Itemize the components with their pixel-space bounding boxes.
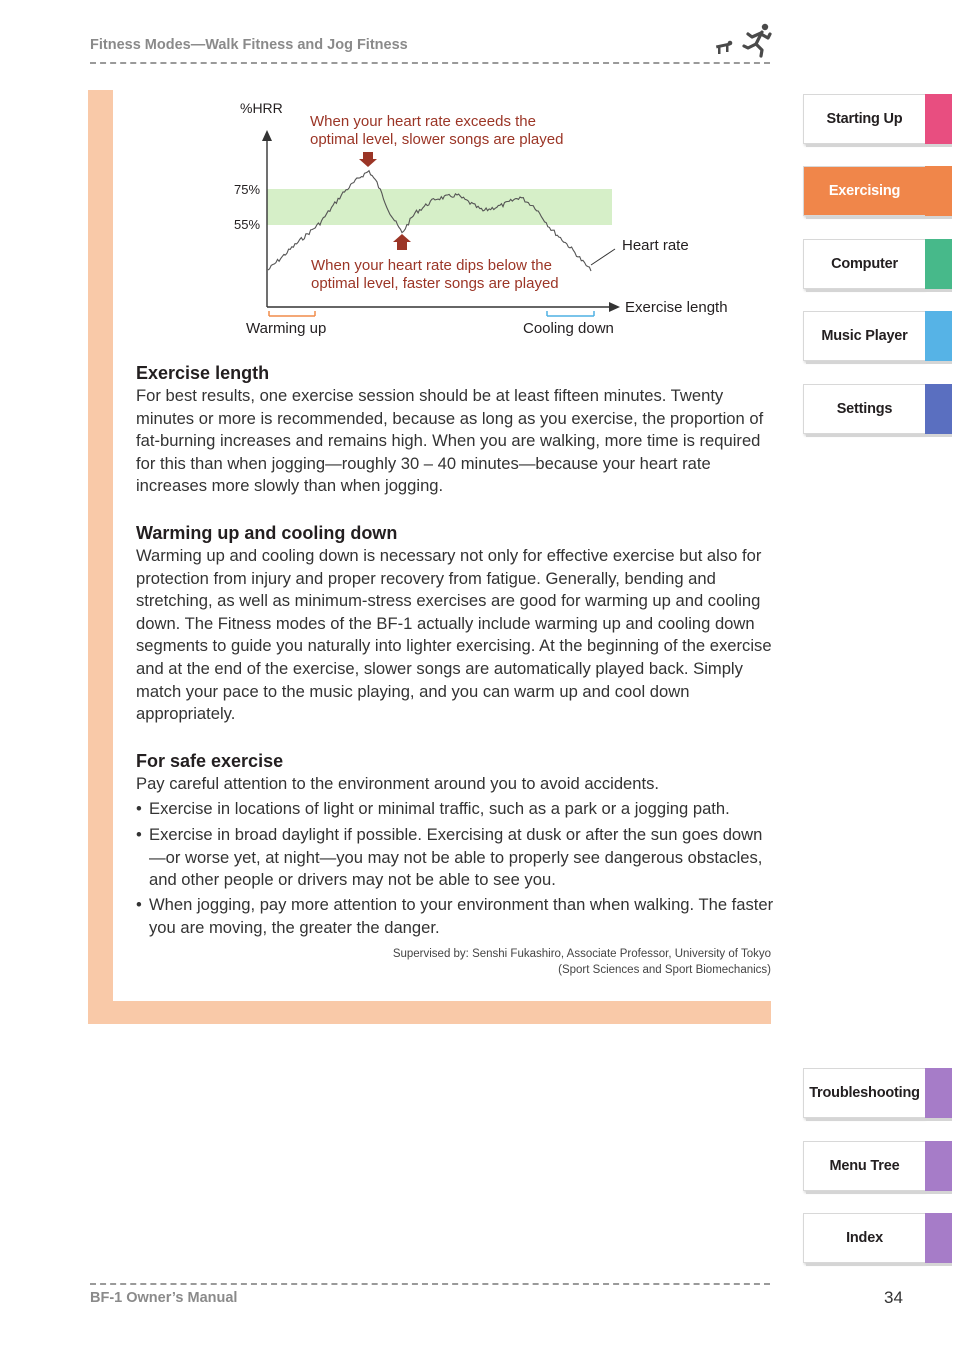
tab-label: Computer (803, 239, 925, 289)
bullet-item: • Exercise in locations of light or minimal traffic, such as a park or a jogging path. (136, 798, 776, 821)
section-title-safe-exercise: For safe exercise (136, 751, 284, 771)
heart-rate-leader (591, 249, 615, 265)
walk-jog-icon (712, 20, 774, 58)
y-axis-label: %HRR (240, 100, 283, 116)
footer-divider (90, 1283, 770, 1285)
tab-color-block (925, 1213, 952, 1263)
svg-text:optimal level, faster songs ar: optimal level, faster songs are played (311, 275, 559, 292)
y-axis-arrow (262, 130, 272, 141)
y-tick-label: 75% (234, 182, 261, 197)
tab-label: Index (803, 1213, 925, 1263)
credit-note (393, 946, 771, 978)
svg-text:optimal level, slower songs ar: optimal level, slower songs are played (310, 131, 564, 148)
tab-starting-up[interactable] (803, 94, 952, 146)
bullet-item: • Exercise in broad daylight if possible. Exercising at dusk or after the sun goes down—or worse yet, at night—you may not be able to properly see dangerous obstacles, and other people or drivers may not be able to see you. (136, 824, 776, 892)
section-title-warming-up: Warming up and cooling down (136, 523, 398, 543)
tab-color-block (925, 1068, 952, 1118)
svg-text:When your heart rate exceeds t: When your heart rate exceeds the (310, 113, 536, 130)
tab-color-block (925, 239, 952, 289)
page-number: 34 (884, 1288, 903, 1307)
svg-text:When your heart rate dips belo: When your heart rate dips below the (311, 257, 552, 274)
series-label: Heart rate (622, 237, 689, 254)
warming-up-label: Warming up (246, 320, 327, 337)
tab-troubleshooting[interactable] (803, 1068, 952, 1120)
tab-color-block (925, 166, 952, 216)
tab-label: Settings (803, 384, 925, 434)
page-header-title: Fitness Modes—Walk Fitness and Jog Fitness (90, 37, 408, 53)
tab-menu-tree[interactable] (803, 1141, 952, 1193)
tab-label: Music Player (803, 311, 925, 361)
tab-color-block (925, 311, 952, 361)
cooling-down-label: Cooling down (523, 320, 614, 337)
tab-index[interactable] (803, 1213, 952, 1265)
credit-line: (Sport Sciences and Sport Biomechanics) (558, 964, 771, 976)
heart-rate-chart (225, 95, 755, 345)
credit-line: Supervised by: Senshi Fukashiro, Associate Professor, University of Tokyo (392, 948, 771, 960)
tab-music-player[interactable] (803, 311, 952, 363)
tab-color-block (925, 384, 952, 434)
paragraph-safe-exercise: Pay careful attention to the environment around you to avoid accidents. (136, 774, 660, 793)
paragraph-warming-up: Warming up and cooling down is necessary not only for effective exercise but also for protection from injury and proper recovery from fatigue. Generally, bending and stretching, as well as minimum-stress exercises are good for warming up and cooling down. The Fitness modes of the BF-1 actually include warming up and cooling down segments to guide you naturally into lighter exercising. At the beginning of the exercise and at the end of the exercise, slower songs are automatically played back. Simply match your pace to the music playing, and you can warm up and cool down appropriately. (136, 546, 772, 724)
down-arrow-marker (359, 152, 377, 167)
footer-manual-title: BF-1 Owner’s Manual (90, 1290, 238, 1306)
tab-color-block (925, 94, 952, 144)
tab-exercising[interactable] (803, 166, 952, 218)
section-title-exercise-length: Exercise length (136, 363, 270, 383)
tab-label: Exercising (803, 166, 925, 216)
x-axis-arrow (609, 302, 620, 312)
tab-settings[interactable] (803, 384, 952, 436)
x-axis-label: Exercise length (625, 299, 728, 316)
paragraph-exercise-length: For best results, one exercise session should be at least fifteen minutes. Twenty minutes or more is recommended, because as long as you exercise, the proportion of fat-burning increases and remains high. When you are walking, more time is required for this than when jogging—roughly 30 – 40 minutes—because your heart rate increases more slowly than when jogging. (136, 386, 764, 496)
up-arrow-marker (393, 234, 411, 250)
bullet-item: • When jogging, pay more attention to your environment than when walking. The faster you are moving, the greater the danger. (136, 894, 776, 939)
tab-computer[interactable] (803, 239, 952, 291)
annotation-bottom (311, 257, 559, 292)
tab-label: Menu Tree (803, 1141, 925, 1191)
annotation-top (310, 113, 563, 148)
tab-label: Starting Up (803, 94, 925, 144)
tab-label: Troubleshooting (803, 1068, 925, 1118)
y-tick-label: 55% (234, 217, 261, 232)
optimal-zone-band (267, 189, 612, 225)
tab-color-block (925, 1141, 952, 1191)
header-divider (90, 62, 770, 64)
